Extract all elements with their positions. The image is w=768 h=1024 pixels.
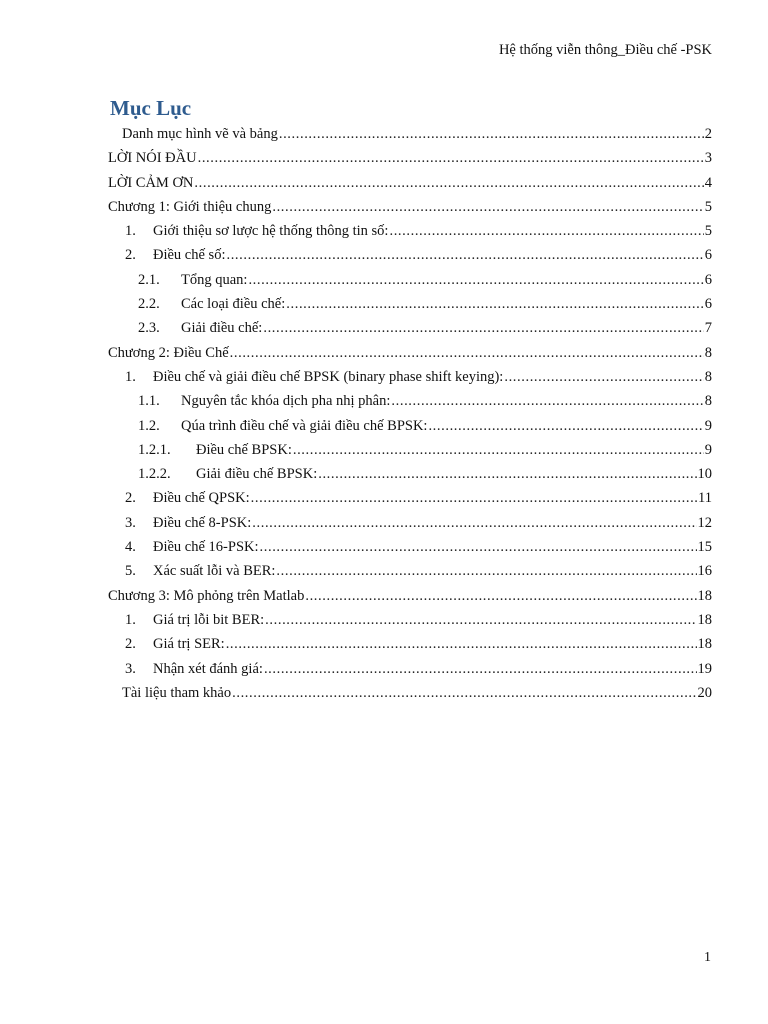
dot-leader	[251, 486, 697, 510]
toc-entry-page: 8	[704, 344, 712, 361]
running-header: Hệ thống viễn thông_Điều chế -PSK	[498, 42, 712, 58]
toc-entry-page: 5	[704, 223, 712, 240]
dot-leader	[252, 511, 696, 535]
toc-entry-page: 18	[697, 611, 712, 628]
dot-leader	[389, 219, 703, 243]
dot-leader	[293, 438, 704, 462]
dot-leader	[198, 146, 704, 170]
dot-leader	[272, 195, 703, 219]
dot-leader	[226, 243, 703, 267]
toc-entry-label: Giá trị lỗi bit BER:	[153, 611, 265, 628]
toc-entry-number: 2.	[125, 490, 136, 507]
toc-entry[interactable]	[108, 608, 712, 632]
toc-entry[interactable]	[108, 632, 712, 656]
toc-entry-number: 1.2.1.	[138, 441, 171, 458]
toc-entry-label: Nhận xét đánh giá:	[153, 660, 263, 677]
dot-leader	[391, 389, 703, 413]
toc-entry[interactable]	[108, 511, 712, 535]
dot-leader	[276, 559, 696, 583]
dot-leader	[265, 608, 696, 632]
toc-entry-label: LỜI CẢM ƠN	[108, 174, 194, 191]
toc-entry-number: 1.1.	[138, 393, 160, 410]
toc-entry-page: 10	[697, 466, 712, 483]
toc-entry[interactable]	[108, 195, 712, 219]
toc-entry-page: 3	[704, 150, 712, 167]
dot-leader	[286, 292, 703, 316]
toc-entry[interactable]	[108, 292, 712, 316]
toc-entry-label: Giải điều chế BPSK:	[196, 466, 318, 483]
toc-entry-label: Các loại điều chế:	[181, 296, 286, 313]
toc-entry[interactable]	[108, 414, 712, 438]
toc-entry-page: 6	[704, 271, 712, 288]
toc-entry-label: LỜI NÓI ĐẦU	[108, 150, 197, 167]
toc-entry-number: 3.	[125, 660, 136, 677]
toc-entry[interactable]	[108, 462, 712, 486]
toc-entry-number: 1.	[125, 368, 136, 385]
toc-entry-page: 15	[697, 539, 712, 556]
toc-entry-page: 9	[704, 441, 712, 458]
toc-entry-label: Tổng quan:	[181, 271, 248, 288]
toc-entry-label: Điều chế số:	[153, 247, 226, 264]
toc-entry[interactable]	[108, 243, 712, 267]
toc-entry[interactable]	[108, 535, 712, 559]
toc-entry-label: Tài liệu tham khảo	[122, 684, 232, 701]
toc-entry[interactable]	[108, 341, 712, 365]
toc-entry-page: 2	[704, 126, 712, 142]
dot-leader	[263, 316, 703, 340]
toc-entry-label: Danh mục hình vẽ và bảng	[122, 126, 278, 142]
toc-entry-label: Chương 3: Mô phỏng trên Matlab	[108, 587, 305, 604]
toc-entry-number: 2.2.	[138, 296, 160, 313]
toc-entry-page: 6	[704, 247, 712, 264]
toc-entry-label: Xác suất lỗi và BER:	[153, 563, 276, 580]
toc-entry-page: 8	[704, 368, 712, 385]
toc-entry-page: 11	[698, 490, 712, 507]
toc-entry-label: Nguyên tắc khóa dịch pha nhị phân:	[181, 393, 391, 410]
toc-entry-number: 2.	[125, 247, 136, 264]
toc-entry-page: 6	[704, 296, 712, 313]
dot-leader	[232, 681, 696, 705]
toc-title: Mục Lục	[110, 96, 192, 120]
dot-leader	[226, 632, 697, 656]
toc-entry[interactable]	[108, 584, 712, 608]
toc-entry-page: 16	[697, 563, 712, 580]
toc-entry-number: 5.	[125, 563, 136, 580]
toc-entry[interactable]	[108, 389, 712, 413]
toc-entry-label: Điều chế và giải điều chế BPSK (binary phase shift keying):	[153, 368, 504, 385]
toc-entry-number: 1.2.	[138, 417, 160, 434]
toc-entry-label: Giải điều chế:	[181, 320, 263, 337]
toc-entry-number: 1.	[125, 611, 136, 628]
toc-entry-number: 2.	[125, 636, 136, 653]
toc-entry-number: 3.	[125, 514, 136, 531]
toc-entry-number: 1.2.2.	[138, 466, 171, 483]
toc-entry-number: 2.3.	[138, 320, 160, 337]
toc-entry-page: 20	[697, 684, 712, 701]
table-of-contents	[108, 122, 712, 705]
toc-entry[interactable]	[108, 268, 712, 292]
toc-entry-page: 12	[697, 514, 712, 531]
toc-entry-page: 18	[697, 636, 712, 653]
toc-entry[interactable]	[108, 122, 712, 146]
toc-entry-label: Điều chế QPSK:	[153, 490, 250, 507]
toc-entry[interactable]	[108, 657, 712, 681]
toc-entry[interactable]	[108, 486, 712, 510]
toc-entry-page: 19	[697, 660, 712, 677]
dot-leader	[260, 535, 697, 559]
toc-entry[interactable]	[108, 438, 712, 462]
toc-entry-page: 18	[697, 587, 712, 604]
dot-leader	[318, 462, 696, 486]
toc-entry-label: Điều chế 16-PSK:	[153, 539, 259, 556]
page-number: 1	[704, 950, 711, 965]
dot-leader	[428, 414, 703, 438]
toc-entry-page: 8	[704, 393, 712, 410]
dot-leader	[264, 657, 697, 681]
toc-entry[interactable]	[108, 316, 712, 340]
toc-entry[interactable]	[108, 146, 712, 170]
dot-leader	[248, 268, 703, 292]
dot-leader	[230, 341, 704, 365]
toc-entry-label: Điều chế 8-PSK:	[153, 514, 252, 531]
toc-entry-page: 9	[704, 417, 712, 434]
toc-entry-label: Chương 2: Điều Chế	[108, 344, 229, 361]
toc-entry[interactable]	[108, 219, 712, 243]
dot-leader	[504, 365, 703, 389]
toc-entry[interactable]	[108, 171, 712, 195]
toc-entry[interactable]	[108, 365, 712, 389]
toc-entry-page: 4	[704, 174, 712, 191]
toc-entry[interactable]	[108, 559, 712, 583]
dot-leader	[194, 171, 703, 195]
toc-entry-number: 2.1.	[138, 271, 160, 288]
toc-entry-page: 5	[704, 198, 712, 215]
toc-entry-label: Giới thiệu sơ lược hệ thống thông tin số:	[153, 223, 389, 240]
toc-entry-label: Chương 1: Giới thiệu chung	[108, 198, 272, 215]
toc-entry-label: Điều chế BPSK:	[196, 441, 292, 458]
toc-entry-label: Qúa trình điều chế và giải điều chế BPSK:	[181, 417, 428, 434]
dot-leader	[305, 584, 696, 608]
dot-leader	[279, 122, 704, 146]
toc-entry-number: 1.	[125, 223, 136, 240]
toc-entry-number: 4.	[125, 539, 136, 556]
toc-entry[interactable]	[108, 681, 712, 705]
toc-entry-label: Giá trị SER:	[153, 636, 225, 653]
toc-entry-page: 7	[704, 320, 712, 337]
